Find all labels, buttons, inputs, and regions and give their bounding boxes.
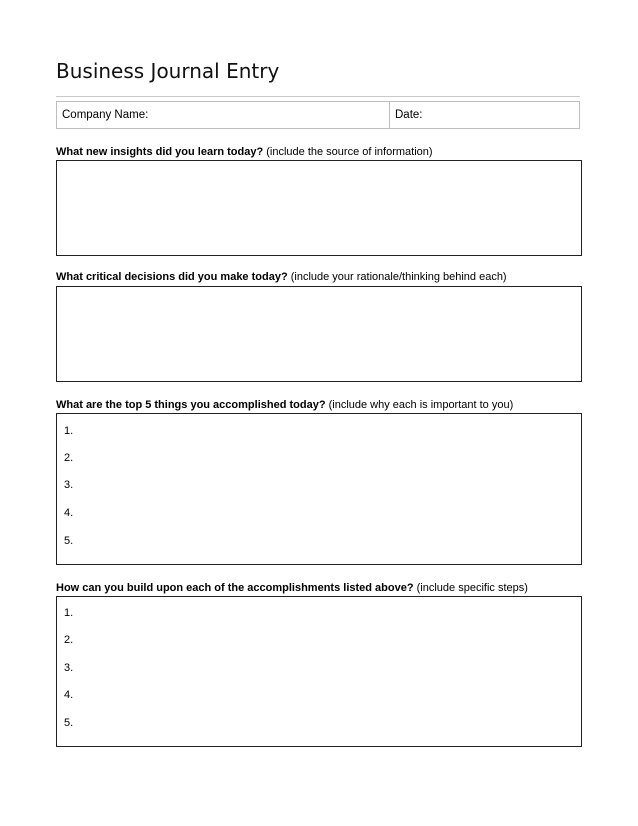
list-item-number: 1. <box>64 425 74 437</box>
question-insights-note: (include the source of information) <box>266 146 433 158</box>
question-decisions-text: What critical decisions did you make today? <box>56 271 288 283</box>
answer-box-accomplishments[interactable] <box>56 413 582 565</box>
question-accomplishments <box>56 398 513 412</box>
page-title: Business Journal Entry <box>56 59 280 83</box>
list-item-number: 3. <box>64 479 74 491</box>
question-insights-text: What new insights did you learn today? <box>56 146 264 158</box>
list-item-number: 2. <box>64 452 74 464</box>
answer-box-decisions[interactable] <box>56 286 582 382</box>
question-build-upon <box>56 581 528 595</box>
list-item-number: 5. <box>64 535 74 547</box>
answer-box-build-upon[interactable] <box>56 596 582 747</box>
question-accomplishments-note: (include why each is important to you) <box>328 399 514 411</box>
question-build-upon-text: How can you build upon each of the accomplishments listed above? <box>56 582 414 594</box>
question-accomplishments-text: What are the top 5 things you accomplished today? <box>56 399 326 411</box>
date-label: Date: <box>395 109 423 121</box>
date-field[interactable] <box>390 102 579 128</box>
list-item-number: 4. <box>64 507 74 519</box>
company-name-label: Company Name: <box>62 109 149 121</box>
question-build-upon-note: (include specific steps) <box>416 582 528 594</box>
list-item-number: 3. <box>64 662 74 674</box>
list-item-number: 2. <box>64 634 74 646</box>
answer-box-insights[interactable] <box>56 160 582 256</box>
entry-header-table <box>56 101 580 129</box>
question-decisions-note: (include your rationale/thinking behind each) <box>290 271 507 283</box>
list-item-number: 5. <box>64 717 74 729</box>
list-item-number: 1. <box>64 607 74 619</box>
question-insights <box>56 145 433 159</box>
title-divider <box>56 96 580 97</box>
question-decisions <box>56 270 507 284</box>
company-name-field[interactable] <box>57 102 390 128</box>
list-item-number: 4. <box>64 689 74 701</box>
